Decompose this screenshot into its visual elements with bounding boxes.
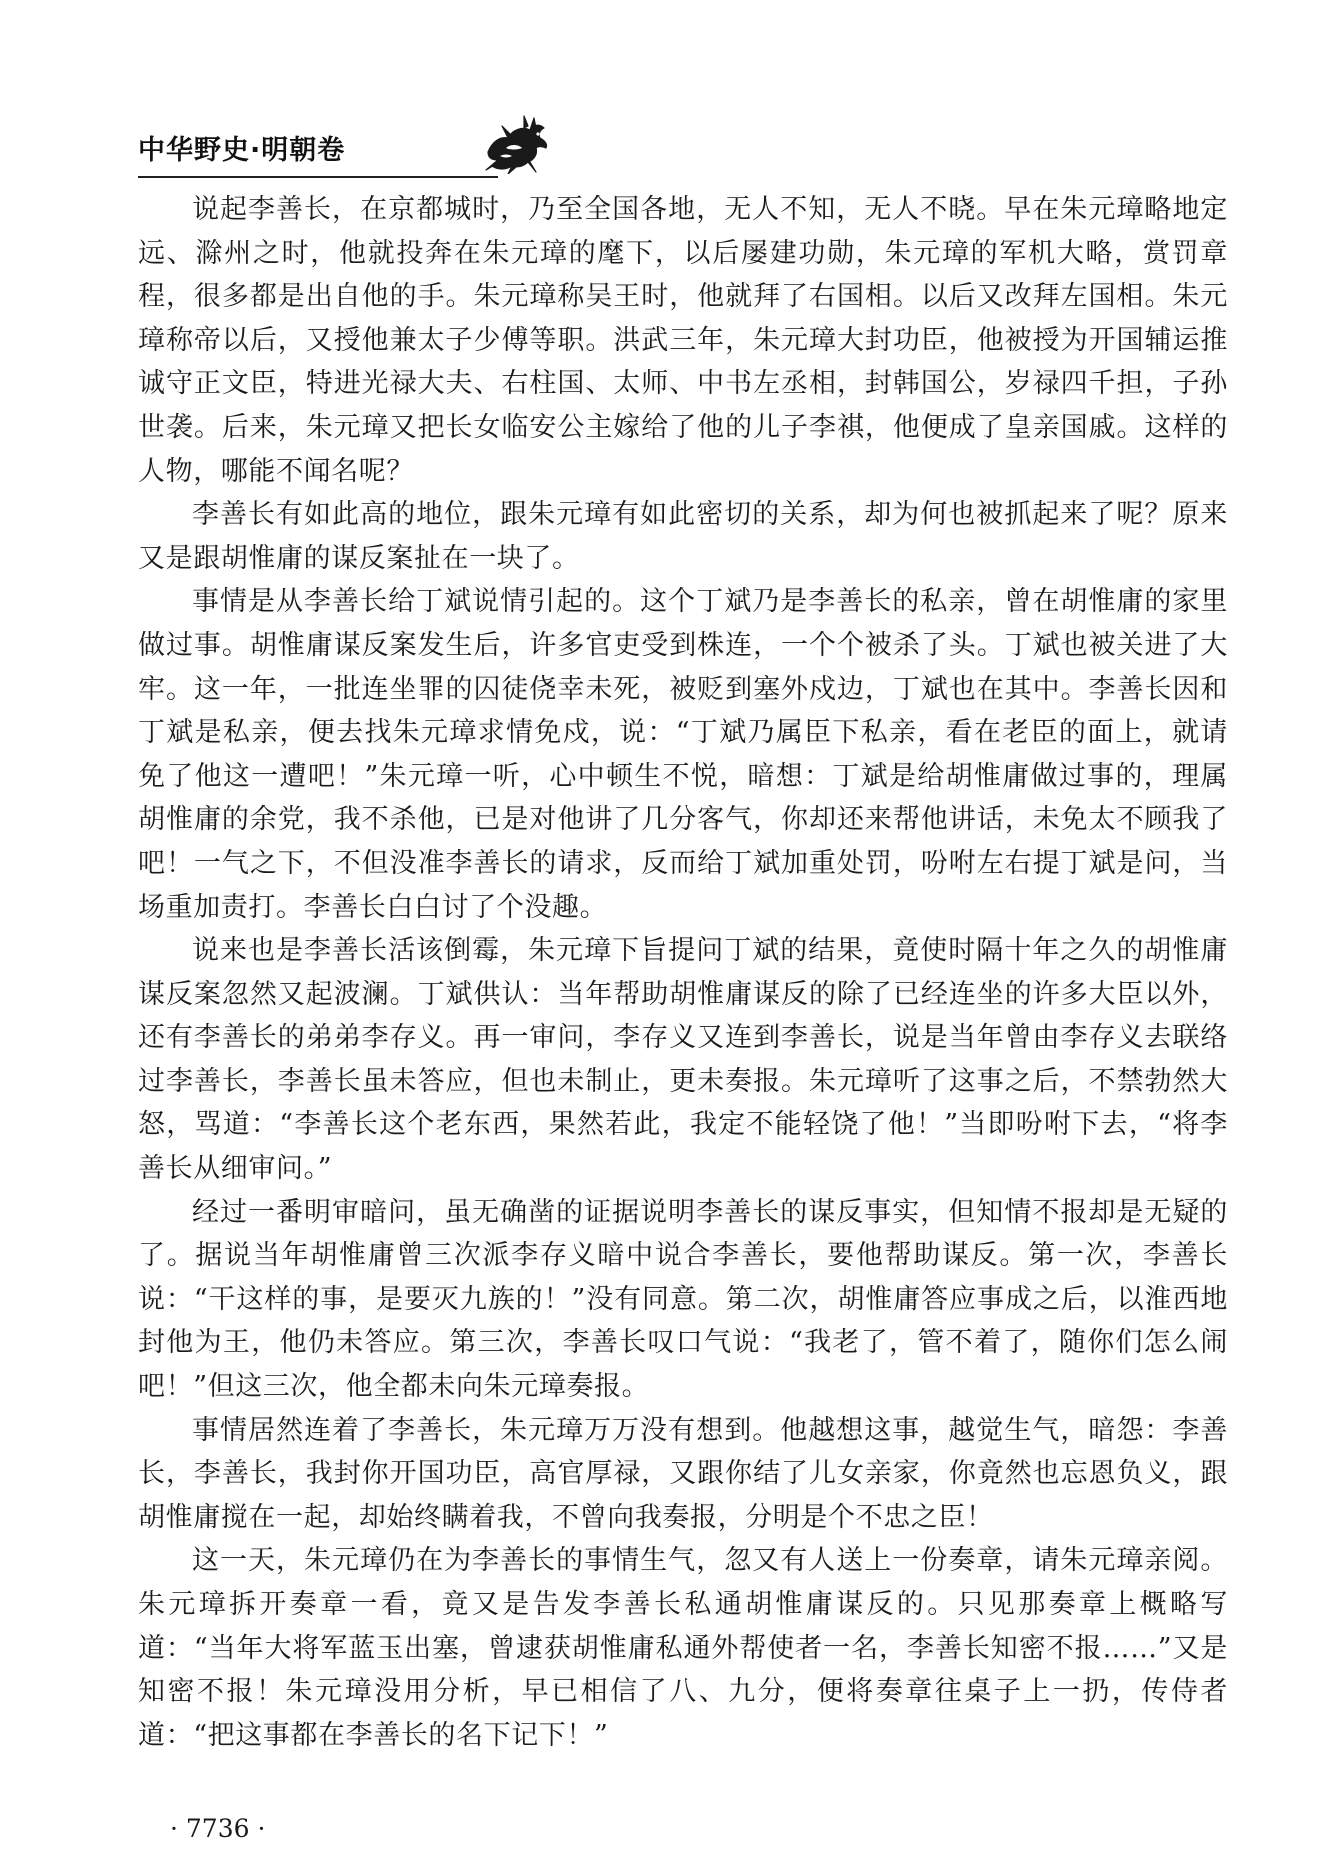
paragraph: 经过一番明审暗问，虽无确凿的证据说明李善长的谋反事实，但知情不报却是无疑的了。据说当年胡惟庸曾三次派李存义暗中说合李善长，要他帮助谋反。第一次，李善长说：“干这样的事，是要灭九族的！”没有同意。第二次，胡惟庸答应事成之后，以淮西地封他为王，他仍未答应。第三次，李善长叹口气说：“我老了，管不着了，随你们怎么闹吧！”但这三次，他全都未向朱元璋奏报。 <box>138 1196 1228 1403</box>
paragraph: 事情居然连着了李善长，朱元璋万万没有想到。他越想这事，越觉生气，暗怨：李善长，李善长，我封你开国功臣，高官厚禄，又跟你结了儿女亲家，你竟然也忘恩负义，跟胡惟庸搅在一起，却始终瞒着我，不曾向我奏报，分明是个不忠之臣！ <box>138 1414 1228 1533</box>
paragraph: 说来也是李善长活该倒霉，朱元璋下旨提问丁斌的结果，竟使时隔十年之久的胡惟庸谋反案忽然又起波澜。丁斌供认：当年帮助胡惟庸谋反的除了已经连坐的许多大臣以外，还有李善长的弟弟李存义。再一审问，李存义又连到李善长，说是当年曾由李存义去联络过李善长，李善长虽未答应，但也未制止，更未奏报。朱元璋听了这事之后，不禁勃然大怒，骂道：“李善长这个老东西，果然若此，我定不能轻饶了他！”当即吩咐下去，“将李善长从细审问。” <box>138 935 1228 1185</box>
paragraph: 李善长有如此高的地位，跟朱元璋有如此密切的关系，却为何也被抓起来了呢？原来又是跟胡惟庸的谋反案扯在一块了。 <box>138 499 1228 574</box>
header-rule <box>138 176 498 178</box>
paragraph: 事情是从李善长给丁斌说情引起的。这个丁斌乃是李善长的私亲，曾在胡惟庸的家里做过事。胡惟庸谋反案发生后，许多官吏受到株连，一个个被杀了头。丁斌也被关进了大牢。这一年，一批连坐罪的囚徒侥幸未死，被贬到塞外戍边，丁斌也在其中。李善长因和丁斌是私亲，便去找朱元璋求情免戍，说：“丁斌乃属臣下私亲，看在老臣的面上，就请免了他这一遭吧！”朱元璋一听，心中顿生不悦，暗想：丁斌是给胡惟庸做过事的，理属胡惟庸的余党，我不杀他，已是对他讲了几分客气，你却还来帮他讲话，未免太不顾我了吧！一气之下，不但没准李善长的请求，反而给丁斌加重处罚，吩咐左右提丁斌是问，当场重加责打。李善长白白讨了个没趣。 <box>138 586 1228 923</box>
paragraph: 这一天，朱元璋仍在为李善长的事情生气，忽又有人送上一份奏章，请朱元璋亲阅。朱元璋拆开奏章一看，竟又是告发李善长私通胡惟庸谋反的。只见那奏章上概略写道：“当年大将军蓝玉出塞，曾逮获胡惟庸私通外帮使者一名，李善长知密不报……”又是知密不报！朱元璋没用分析，早已相信了八、九分，便将奏章往桌子上一扔，传侍者道：“把这事都在李善长的名下记下！” <box>138 1545 1228 1751</box>
running-header-title: 中华野史·明朝卷 <box>138 135 346 166</box>
body-text <box>138 188 1228 1757</box>
dragon-emblem-icon <box>478 112 552 174</box>
running-header <box>138 118 388 174</box>
paragraph: 说起李善长，在京都城时，乃至全国各地，无人不知，无人不晓。早在朱元璋略地定远、滁州之时，他就投奔在朱元璋的麾下，以后屡建功勋，朱元璋的军机大略，赏罚章程，很多都是出自他的手。朱元璋称吴王时，他就拜了右国相。以后又改拜左国相。朱元璋称帝以后，又授他兼太子少傅等职。洪武三年，朱元璋大封功臣，他被授为开国辅运推诚守正文臣，特进光禄大夫、右柱国、太师、中书左丞相，封韩国公，岁禄四千担，子孙世袭。后来，朱元璋又把长女临安公主嫁给了他的儿子李祺，他便成了皇亲国戚。这样的人物，哪能不闻名呢？ <box>138 194 1228 487</box>
page-number: · 7736 · <box>170 1814 266 1843</box>
